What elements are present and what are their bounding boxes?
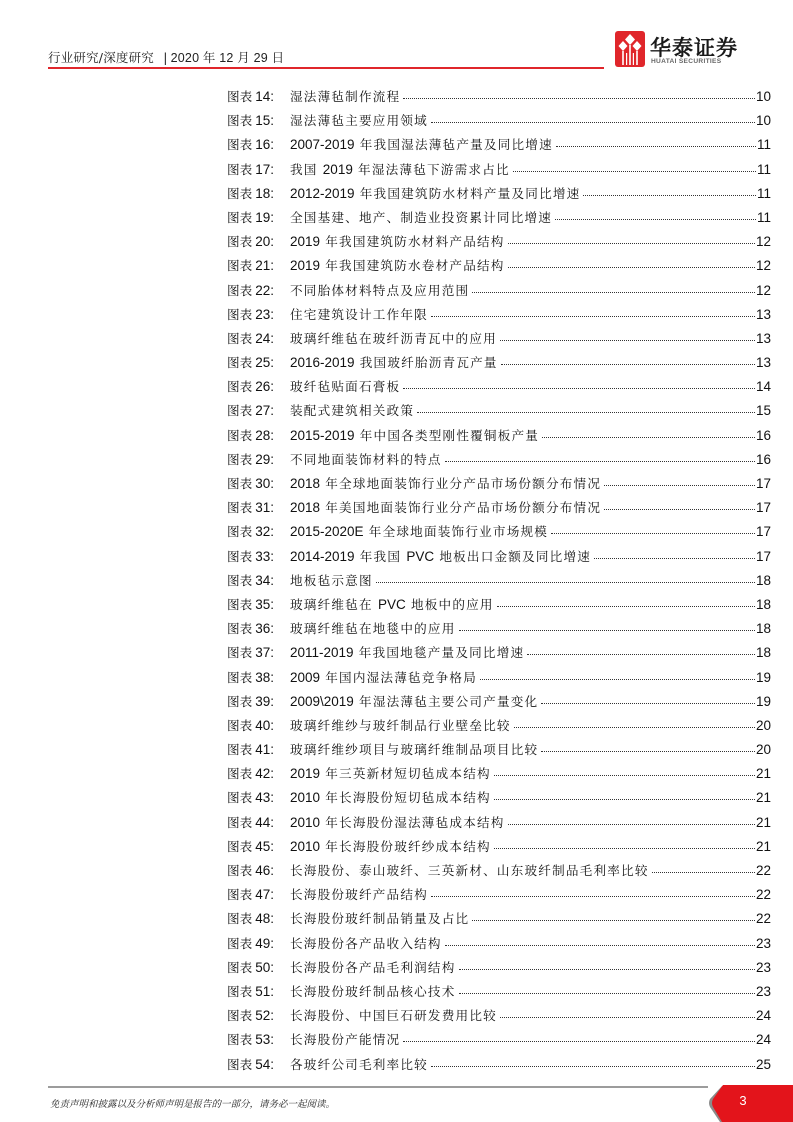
figure-label: 图表 28: — [227, 427, 274, 443]
dot-leader — [556, 145, 756, 147]
figure-number: 20: — [255, 234, 274, 250]
figure-label: 图表 22: — [227, 282, 274, 298]
dot-leader — [445, 944, 755, 946]
page-ref[interactable]: 13 — [755, 355, 771, 371]
dot-leader — [459, 629, 755, 631]
page-ref[interactable]: 22 — [755, 887, 771, 903]
dot-leader — [472, 291, 755, 293]
figure-title[interactable]: 长海股份产能情况 — [290, 1032, 401, 1048]
toc-entry[interactable] — [227, 280, 771, 304]
figure-number: 26: — [255, 379, 274, 395]
page-ref[interactable]: 11 — [756, 209, 771, 225]
figure-title[interactable]: 不同胎体材料特点及应用范围 — [290, 282, 470, 298]
page-ref[interactable]: 12 — [755, 234, 771, 250]
dot-leader — [508, 266, 755, 268]
figure-title[interactable]: 地板毡示意图 — [290, 572, 373, 588]
dot-leader — [514, 726, 755, 728]
dot-leader — [527, 653, 755, 655]
toc-entry[interactable] — [227, 134, 771, 158]
dot-leader — [403, 97, 755, 99]
figure-label: 图表 25: — [227, 355, 274, 371]
figure-title[interactable]: 玻璃纤维毡在地毯中的应用 — [290, 621, 456, 637]
page-ref[interactable]: 24 — [755, 1032, 771, 1048]
figure-number: 48: — [255, 911, 274, 927]
toc-entry[interactable] — [227, 231, 771, 255]
toc-entry[interactable] — [227, 715, 771, 739]
figure-label: 图表 34: — [227, 572, 274, 588]
dot-leader — [459, 992, 755, 994]
figure-number: 29: — [255, 451, 274, 467]
figure-title[interactable]: 2019 年我国建筑防水材料产品结构 — [290, 234, 505, 250]
figure-number: 40: — [255, 717, 274, 733]
figure-title[interactable]: 2014-2019 年我国 PVC 地板出口金额及同比增速 — [290, 548, 592, 564]
header-divider — [48, 67, 604, 69]
figure-number: 37: — [255, 645, 274, 661]
figure-title[interactable]: 不同地面装饰材料的特点 — [290, 451, 442, 467]
figure-number: 25: — [255, 355, 274, 371]
page-ref[interactable]: 13 — [755, 330, 771, 346]
figure-number: 51: — [255, 983, 274, 999]
figure-title[interactable]: 2019 年三英新材短切毡成本结构 — [290, 766, 491, 782]
figure-number: 16: — [255, 137, 274, 153]
toc-entry[interactable] — [227, 1054, 771, 1078]
disclaimer-text: 免责声明和披露以及分析师声明是报告的一部分，请务必一起阅读。 — [50, 1099, 336, 1110]
page-number: 3 — [739, 1093, 747, 1108]
dot-leader — [501, 363, 755, 365]
toc-entry[interactable] — [227, 763, 771, 787]
toc-entry[interactable] — [227, 933, 771, 957]
figure-title[interactable]: 2015-2020E 年全球地面装饰行业市场规模 — [290, 524, 549, 540]
page-ref[interactable]: 17 — [755, 500, 771, 516]
toc-entry[interactable] — [227, 473, 771, 497]
page-ref[interactable]: 10 — [755, 89, 771, 104]
figure-title[interactable]: 湿法薄毡主要应用领域 — [290, 113, 428, 129]
dot-leader — [541, 702, 755, 704]
figure-label: 图表 23: — [227, 306, 274, 322]
toc-entry[interactable] — [227, 183, 771, 207]
toc-entry[interactable] — [227, 255, 771, 279]
figure-number: 22: — [255, 282, 274, 298]
figure-title[interactable]: 装配式建筑相关政策 — [290, 403, 415, 419]
figure-title[interactable]: 长海股份、中国巨石研发费用比较 — [290, 1008, 497, 1024]
huatai-logo-icon — [615, 31, 645, 67]
page-ref[interactable]: 13 — [755, 306, 771, 322]
figure-number: 18: — [255, 185, 274, 201]
page-ref[interactable]: 23 — [755, 983, 771, 999]
figure-label: 图表 14: — [227, 89, 274, 104]
dot-leader — [459, 968, 755, 970]
toc-entry[interactable] — [227, 449, 771, 473]
dot-leader — [551, 532, 755, 534]
page-ref[interactable]: 12 — [755, 258, 771, 274]
figure-label: 图表 26: — [227, 379, 274, 395]
page-ref[interactable]: 21 — [755, 838, 771, 854]
figure-label: 图表 54: — [227, 1056, 274, 1072]
page-ref[interactable]: 19 — [755, 693, 771, 709]
figure-title[interactable]: 湿法薄毡制作流程 — [290, 89, 401, 104]
figure-title[interactable]: 2010 年长海股份玻纤纱成本结构 — [290, 838, 491, 854]
toc-entry[interactable] — [227, 691, 771, 715]
toc-entry[interactable] — [227, 400, 771, 424]
figure-label: 图表 30: — [227, 476, 274, 491]
figure-number: 17: — [255, 161, 274, 177]
figure-number: 43: — [255, 790, 274, 806]
dot-leader — [500, 339, 755, 341]
figure-title[interactable]: 长海股份、泰山玻纤、三英新材、山东玻纤制品毛利率比较 — [290, 863, 649, 878]
dot-leader — [652, 871, 755, 873]
toc-entry[interactable] — [227, 981, 771, 1005]
footer-divider — [48, 1086, 708, 1088]
dot-leader — [472, 919, 755, 921]
figure-label: 图表 16: — [227, 137, 274, 153]
figure-title[interactable]: 2018 年全球地面装饰行业分产品市场份额分布情况 — [290, 476, 602, 491]
figure-label: 图表 37: — [227, 645, 274, 661]
page-ref[interactable]: 15 — [755, 403, 771, 419]
toc-entry[interactable] — [227, 159, 771, 183]
figure-label: 图表 44: — [227, 814, 274, 830]
figure-title[interactable]: 2012-2019 年我国建筑防水材料产量及同比增速 — [290, 185, 581, 201]
figure-number: 28: — [255, 427, 274, 443]
page-ref[interactable]: 25 — [755, 1056, 771, 1072]
figure-label: 图表 53: — [227, 1032, 274, 1048]
figure-label: 图表 36: — [227, 621, 274, 637]
brand-name-en: HUATAI SECURITIES — [651, 58, 722, 65]
toc-entry[interactable] — [227, 521, 771, 545]
brand-name-cn: 华泰证券 — [650, 36, 738, 60]
toc-entry[interactable] — [227, 425, 771, 449]
dot-leader — [513, 170, 756, 172]
figure-title[interactable]: 长海股份玻纤产品结构 — [290, 887, 428, 903]
page-ref[interactable]: 24 — [755, 1008, 771, 1024]
figure-number: 36: — [255, 621, 274, 637]
figure-label: 图表 24: — [227, 330, 274, 346]
toc-entry[interactable] — [227, 594, 771, 618]
page-ref[interactable]: 18 — [755, 645, 771, 661]
figure-number: 53: — [255, 1032, 274, 1048]
figure-title[interactable]: 2019 年我国建筑防水卷材产品结构 — [290, 258, 505, 274]
figure-label: 图表 51: — [227, 983, 274, 999]
figure-title[interactable]: 各玻纤公司毛利率比较 — [290, 1056, 428, 1072]
toc-entry[interactable] — [227, 884, 771, 908]
figure-title[interactable]: 2010 年长海股份湿法薄毡成本结构 — [290, 814, 505, 830]
figure-title[interactable]: 玻璃纤维毡在 PVC 地板中的应用 — [290, 596, 494, 612]
figure-label: 图表 45: — [227, 838, 274, 854]
page-ref[interactable]: 22 — [755, 863, 771, 878]
figure-number: 24: — [255, 330, 274, 346]
page-ref[interactable]: 20 — [755, 742, 771, 758]
page-ref[interactable]: 18 — [755, 572, 771, 588]
figure-number: 31: — [255, 500, 274, 516]
dot-leader — [494, 798, 755, 800]
dot-leader — [508, 823, 755, 825]
figure-label: 图表 48: — [227, 911, 274, 927]
figure-number: 50: — [255, 959, 274, 975]
toc-entry[interactable] — [227, 860, 771, 884]
figure-label: 图表 43: — [227, 790, 274, 806]
figure-number: 47: — [255, 887, 274, 903]
dot-leader — [431, 1065, 755, 1067]
figure-title[interactable]: 玻璃纤维毡在玻纤沥青瓦中的应用 — [290, 330, 497, 346]
figure-number: 14: — [255, 89, 274, 104]
toc-entry[interactable] — [227, 836, 771, 860]
figure-title[interactable]: 长海股份玻纤制品核心技术 — [290, 983, 456, 999]
figure-number: 32: — [255, 524, 274, 540]
toc-entry[interactable] — [227, 787, 771, 811]
dot-leader — [445, 460, 755, 462]
report-date: 2020 年 12 月 29 日 — [170, 51, 285, 65]
figure-label: 图表 29: — [227, 451, 274, 467]
dot-leader — [583, 194, 756, 196]
figure-title[interactable]: 2011-2019 年我国地毯产量及同比增速 — [290, 645, 525, 661]
figure-index — [227, 86, 771, 1078]
dot-leader — [431, 315, 755, 317]
toc-entry[interactable] — [227, 328, 771, 352]
toc-entry[interactable] — [227, 642, 771, 666]
figure-number: 49: — [255, 935, 274, 951]
figure-number: 34: — [255, 572, 274, 588]
report-category: 行业研究/深度研究 — [48, 50, 155, 65]
figure-number: 23: — [255, 306, 274, 322]
toc-entry[interactable] — [227, 739, 771, 763]
figure-number: 38: — [255, 669, 274, 685]
figure-label: 图表 15: — [227, 113, 274, 129]
page-ref[interactable]: 16 — [755, 451, 771, 467]
page-ref[interactable]: 21 — [755, 814, 771, 830]
brand-logo — [615, 31, 755, 71]
dot-leader — [555, 218, 756, 220]
dot-leader — [542, 436, 755, 438]
figure-label: 图表 32: — [227, 524, 274, 540]
figure-title[interactable]: 长海股份玻纤制品销量及占比 — [290, 911, 470, 927]
figure-label: 图表 39: — [227, 693, 274, 709]
figure-title[interactable]: 住宅建筑设计工作年限 — [290, 306, 428, 322]
toc-entry[interactable] — [227, 1005, 771, 1029]
toc-entry[interactable] — [227, 546, 771, 570]
dot-leader — [604, 508, 755, 510]
figure-title[interactable]: 长海股份各产品毛利润结构 — [290, 959, 456, 975]
figure-label: 图表 46: — [227, 863, 274, 878]
page-ref[interactable]: 14 — [755, 379, 771, 395]
header-separator: | — [163, 50, 168, 65]
figure-number: 30: — [255, 476, 274, 491]
figure-title[interactable]: 全国基建、地产、制造业投资累计同比增速 — [290, 209, 553, 225]
toc-entry[interactable] — [227, 376, 771, 400]
page-ref[interactable]: 17 — [755, 524, 771, 540]
page-ref[interactable]: 22 — [755, 911, 771, 927]
dot-leader — [417, 411, 755, 413]
report-header — [48, 48, 284, 66]
figure-number: 35: — [255, 596, 274, 612]
figure-number: 54: — [255, 1056, 274, 1072]
toc-entry[interactable] — [227, 812, 771, 836]
dot-leader — [376, 581, 755, 583]
figure-title[interactable]: 我国 2019 年湿法薄毡下游需求占比 — [290, 161, 510, 177]
figure-label: 图表 52: — [227, 1008, 274, 1024]
page-ref[interactable]: 23 — [755, 935, 771, 951]
page-ref[interactable]: 16 — [755, 427, 771, 443]
dot-leader — [431, 895, 755, 897]
dot-leader — [494, 774, 755, 776]
toc-entry[interactable] — [227, 86, 771, 110]
figure-title[interactable]: 2016-2019 我国玻纤胎沥青瓦产量 — [290, 355, 498, 371]
toc-entry[interactable] — [227, 618, 771, 642]
figure-number: 39: — [255, 693, 274, 709]
page-ref[interactable]: 17 — [755, 476, 771, 491]
figure-label: 图表 17: — [227, 161, 274, 177]
figure-label: 图表 21: — [227, 258, 274, 274]
page-ref[interactable]: 18 — [755, 596, 771, 612]
figure-title[interactable]: 玻璃纤维纱与玻纤制品行业壁垒比较 — [290, 717, 511, 733]
dot-leader — [500, 1016, 755, 1018]
toc-entry[interactable] — [227, 304, 771, 328]
page-ref[interactable]: 11 — [756, 137, 771, 153]
figure-number: 42: — [255, 766, 274, 782]
dot-leader — [604, 484, 755, 486]
dot-leader — [541, 750, 755, 752]
figure-number: 46: — [255, 863, 274, 878]
figure-label: 图表 27: — [227, 403, 274, 419]
page-ref[interactable]: 21 — [755, 766, 771, 782]
figure-number: 19: — [255, 209, 274, 225]
page-ref[interactable]: 10 — [755, 113, 771, 129]
figure-label: 图表 18: — [227, 185, 274, 201]
figure-number: 21: — [255, 258, 274, 274]
figure-label: 图表 33: — [227, 548, 274, 564]
figure-label: 图表 20: — [227, 234, 274, 250]
figure-label: 图表 50: — [227, 959, 274, 975]
toc-entry[interactable] — [227, 570, 771, 594]
figure-number: 44: — [255, 814, 274, 830]
figure-number: 41: — [255, 742, 274, 758]
page-ref[interactable]: 11 — [756, 185, 771, 201]
page-ref[interactable]: 18 — [755, 621, 771, 637]
dot-leader — [431, 121, 755, 123]
figure-number: 27: — [255, 403, 274, 419]
figure-title[interactable]: 玻纤毡贴面石膏板 — [290, 379, 401, 395]
figure-label: 图表 31: — [227, 500, 274, 516]
page-ref[interactable]: 17 — [755, 548, 771, 564]
figure-title[interactable]: 玻璃纤维纱项目与玻璃纤维制品项目比较 — [290, 742, 539, 758]
figure-title[interactable]: 2009 年国内湿法薄毡竞争格局 — [290, 669, 477, 685]
figure-label: 图表 38: — [227, 669, 274, 685]
figure-number: 15: — [255, 113, 274, 129]
page-ref[interactable]: 19 — [755, 669, 771, 685]
dot-leader — [494, 847, 755, 849]
figure-label: 图表 42: — [227, 766, 274, 782]
figure-title[interactable]: 2009\2019 年湿法薄毡主要公司产量变化 — [290, 693, 539, 709]
page-ref[interactable]: 12 — [755, 282, 771, 298]
dot-leader — [403, 1040, 755, 1042]
toc-entry[interactable] — [227, 667, 771, 691]
figure-label: 图表 49: — [227, 935, 274, 951]
figure-title[interactable]: 长海股份各产品收入结构 — [290, 935, 442, 951]
toc-entry[interactable] — [227, 497, 771, 521]
figure-label: 图表 19: — [227, 209, 274, 225]
figure-number: 52: — [255, 1008, 274, 1024]
figure-title[interactable]: 2015-2019 年中国各类型刚性覆铜板产量 — [290, 427, 540, 443]
toc-entry[interactable] — [227, 908, 771, 932]
page-ref[interactable]: 21 — [755, 790, 771, 806]
figure-label: 图表 41: — [227, 742, 274, 758]
figure-label: 图表 40: — [227, 717, 274, 733]
figure-label: 图表 47: — [227, 887, 274, 903]
toc-entry[interactable] — [227, 207, 771, 231]
figure-number: 45: — [255, 838, 274, 854]
dot-leader — [497, 605, 755, 607]
dot-leader — [403, 387, 755, 389]
dot-leader — [594, 557, 755, 559]
figure-number: 33: — [255, 548, 274, 564]
figure-title[interactable]: 2007-2019 年我国湿法薄毡产量及同比增速 — [290, 137, 553, 153]
figure-title[interactable]: 2018 年美国地面装饰行业分产品市场份额分布情况 — [290, 500, 602, 516]
figure-title[interactable]: 2010 年长海股份短切毡成本结构 — [290, 790, 491, 806]
figure-label: 图表 35: — [227, 596, 274, 612]
toc-entry[interactable] — [227, 957, 771, 981]
page-ref[interactable]: 11 — [756, 161, 771, 177]
toc-entry[interactable] — [227, 110, 771, 134]
page-ref[interactable]: 20 — [755, 717, 771, 733]
toc-entry[interactable] — [227, 1029, 771, 1053]
dot-leader — [480, 678, 755, 680]
toc-entry[interactable] — [227, 352, 771, 376]
page-ref[interactable]: 23 — [755, 959, 771, 975]
dot-leader — [508, 242, 755, 244]
